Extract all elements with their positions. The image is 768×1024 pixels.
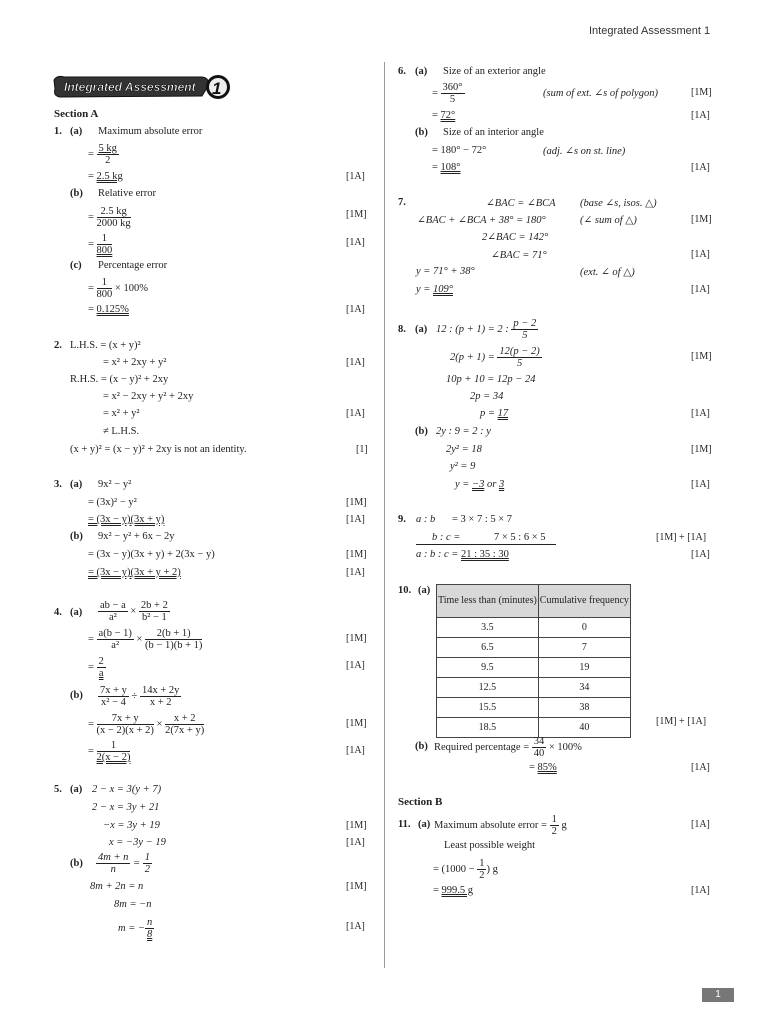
q8-line9: y = −3 or 3 <box>455 479 505 490</box>
table-cell-cumfreq: 19 <box>538 658 630 678</box>
q1b-text: Relative error <box>98 188 157 199</box>
table-cell-time: 9.5 <box>437 658 539 678</box>
q4a-mark2: [1M] <box>346 633 367 644</box>
q8-mark2: [1M] <box>691 351 712 362</box>
q4b-mark5: [1M] <box>346 718 367 729</box>
q8b-label: (b) <box>415 426 428 437</box>
q11-answer: = 999.5 g <box>433 885 474 896</box>
q1b-mark2: [1A] <box>346 237 365 248</box>
cumulative-frequency-table <box>436 584 631 738</box>
table-row <box>437 698 631 718</box>
table-header-time: Time less than (minutes) <box>437 585 539 618</box>
q5-mark6: [1M] <box>346 881 367 892</box>
q3b-label: (b) <box>70 531 83 542</box>
q7-line6: y = 109° <box>416 284 453 295</box>
q5-line8: m = − $\frac{n}{8}$ <box>118 917 153 940</box>
q7-line1: ∠BAC = ∠BCA <box>486 198 556 209</box>
q4a-label: (a) <box>70 607 83 618</box>
q11a-text: Maximum absolute error = $\frac{1}{2}$ g <box>434 814 567 837</box>
q2-mark5: [1A] <box>346 408 365 419</box>
q1a-text: Maximum absolute error <box>98 126 203 137</box>
table-cell-cumfreq: 0 <box>538 618 630 638</box>
table-cell-time: 15.5 <box>437 698 539 718</box>
q1c-mark: [1A] <box>346 304 365 315</box>
running-header: Integrated Assessment 1 <box>589 25 711 37</box>
q4a-answer: = $\frac{2}{a}$ <box>88 656 104 679</box>
table-header-cumfreq: Cumulative frequency <box>538 585 630 618</box>
q6a-mark2: [1A] <box>691 110 710 121</box>
q1a-working: = $\frac{5 kg}{2}$ <box>88 143 117 166</box>
q9-number: 9. <box>398 514 406 525</box>
svg-text:1: 1 <box>212 79 222 98</box>
page-number: 1 <box>702 988 734 1002</box>
q5-line7: 8m = −n <box>114 899 152 910</box>
q1a-mark: [1A] <box>346 171 365 182</box>
q2-mark2: [1A] <box>346 357 365 368</box>
q3-number: 3. <box>54 479 62 490</box>
q5-line4: x = −3y − 19 <box>109 837 166 848</box>
q6b-answer: = 108° <box>432 162 461 173</box>
q10b-mark: [1A] <box>691 762 710 773</box>
q8-line5: p = 17 <box>480 408 509 419</box>
q1c-answer: = 0.125% <box>88 304 129 315</box>
q7-line4: ∠BAC = 71° <box>491 250 547 261</box>
integrated-assessment-logo <box>52 74 232 100</box>
q4b-answer: = $\frac{1}{2(x - 2)}$ <box>88 740 131 763</box>
q2-number: 2. <box>54 340 62 351</box>
svg-text:Integrated Assessment: Integrated Assessment <box>64 80 196 94</box>
q8-line8: y² = 9 <box>450 461 476 472</box>
q3-line4: 9x² − y² + 6x − 2y <box>98 531 175 542</box>
q6b-text: Size of an interior angle <box>443 127 544 138</box>
q5a-label: (a) <box>70 784 83 795</box>
table-cell-cumfreq: 34 <box>538 678 630 698</box>
q4b-mark6: [1A] <box>346 745 365 756</box>
q3-mark6: [1A] <box>346 567 365 578</box>
q3-mark5: [1M] <box>346 549 367 560</box>
table-cell-time: 12.5 <box>437 678 539 698</box>
table-row <box>437 638 631 658</box>
q4a-mark3: [1A] <box>346 660 365 671</box>
q1c-working: = $\frac{1}{800}$ × 100% <box>88 277 148 300</box>
q9-mark3: [1A] <box>691 549 710 560</box>
table-row <box>437 718 631 738</box>
q9-line2-left: b : c = <box>432 532 461 543</box>
q3a-label: (a) <box>70 479 83 490</box>
q3-line6: = (3x − y)(3x + y + 2) <box>88 567 181 578</box>
section-b-heading: Section B <box>398 796 443 808</box>
q8-mark9: [1A] <box>691 479 710 490</box>
table-cell-time: 3.5 <box>437 618 539 638</box>
q10b-working: Required percentage = $\frac{34}{40}$ × 100% <box>434 736 582 759</box>
q6a-working: = $\frac{360^\circ}{5}$ <box>432 82 463 105</box>
q3-mark3: [1A] <box>346 514 365 525</box>
q1c-text: Percentage error <box>98 260 168 271</box>
q10a-mark: [1M] + [1A] <box>656 716 707 727</box>
q1a-answer: = 2.5 kg <box>88 171 123 182</box>
q8-mark5: [1A] <box>691 408 710 419</box>
q3-line1: 9x² − y² <box>98 479 132 490</box>
q2-line4: = x² − 2xy + y² + 2xy <box>103 391 194 402</box>
q4b-label: (b) <box>70 690 83 701</box>
table-cell-time: 6.5 <box>437 638 539 658</box>
q9-mark2: [1M] + [1A] <box>656 532 707 543</box>
table-cell-cumfreq: 38 <box>538 698 630 718</box>
q2-mark7: [1] <box>356 444 368 455</box>
q2-line2: = x² + 2xy + y² <box>103 357 167 368</box>
q1-number: 1. <box>54 126 62 137</box>
q2-line1: L.H.S. = (x + y)² <box>70 340 141 351</box>
q7-reason2: (∠ sum of △) <box>580 215 637 226</box>
q11-mark4: [1A] <box>691 885 710 896</box>
q5-mark3: [1M] <box>346 820 367 831</box>
table-cell-cumfreq: 40 <box>538 718 630 738</box>
q5-line6: 8m + 2n = n <box>90 881 144 892</box>
q11-line2: Least possible weight <box>444 840 535 851</box>
q2-line6: ≠ L.H.S. <box>103 426 140 437</box>
q10b-answer: = 85% <box>529 762 557 773</box>
q2-line3: R.H.S. = (x − y)² + 2xy <box>70 374 169 385</box>
q11-line3: = (1000 − $\frac{1}{2}$ ) g <box>433 858 498 881</box>
q5-line3: −x = 3y + 19 <box>103 820 160 831</box>
q6a-answer: = 72° <box>432 110 456 121</box>
q9-line1-left: a : b <box>416 514 436 525</box>
q6b-mark: [1A] <box>691 162 710 173</box>
column-divider <box>384 62 385 968</box>
q6b-label: (b) <box>415 127 428 138</box>
q8-mark7: [1M] <box>691 444 712 455</box>
q10b-label: (b) <box>415 741 428 752</box>
q2-line5: = x² + y² <box>103 408 140 419</box>
q7-number: 7. <box>398 197 406 208</box>
q9-rule <box>416 544 556 545</box>
q9-line3: a : b : c = 21 : 35 : 30 <box>416 549 509 560</box>
q7-mark2: [1M] <box>691 214 712 225</box>
q8-line2: 2(p + 1) = $\frac{12(p - 2)}{5}$ <box>450 346 540 369</box>
q7-mark4: [1A] <box>691 249 710 260</box>
q5-line2: 2 − x = 3y + 21 <box>92 802 160 813</box>
q7-reason1: (base ∠s, isos. △) <box>580 198 657 209</box>
q8-line6: 2y : 9 = 2 : y <box>436 426 491 437</box>
q3-line3: = (3x − y)(3x + y) <box>88 514 165 525</box>
q8-line3: 10p + 10 = 12p − 24 <box>446 374 536 385</box>
q3-line5: = (3x − y)(3x + y) + 2(3x − y) <box>88 549 215 560</box>
q4b-expr: $\frac{7x + y}{\text{x² − 4}}$ ÷ $\frac{14x + 2y}{x + 2}$ <box>100 685 180 708</box>
table-cell-cumfreq: 7 <box>538 638 630 658</box>
q5b-expr: $\frac{4m + n}{n}$ = $\frac{1}{2}$ <box>98 852 151 875</box>
q8-number: 8. <box>398 324 406 335</box>
q7-line3: 2∠BAC = 142° <box>482 232 549 243</box>
q9-line1-right: = 3 × 7 : 5 × 7 <box>452 514 513 525</box>
q11-number: 11. <box>398 819 411 830</box>
q10a-label: (a) <box>418 585 431 596</box>
q6a-label: (a) <box>415 66 428 77</box>
q1b-working2: = $\frac{1}{800}$ <box>88 233 113 256</box>
q8-line1: 12 : (p + 1) = 2 : $\frac{p - 2}{5}$ <box>436 318 537 341</box>
table-row <box>437 678 631 698</box>
q6-number: 6. <box>398 66 406 77</box>
q9-line2-right: 7 × 5 : 6 × 5 <box>494 532 546 543</box>
q6a-mark1: [1M] <box>691 87 712 98</box>
q3-line2: = (3x)² − y² <box>88 497 137 508</box>
q4a-expr: $\frac{ab - a}{\text{a²}}$ × $\frac{2b + 2}{\text{b² − 1}}$ <box>100 600 168 623</box>
q7-line5: y = 71° + 38° <box>416 266 475 277</box>
q1b-label: (b) <box>70 188 83 199</box>
q11a-mark1: [1A] <box>691 819 710 830</box>
q4-number: 4. <box>54 607 62 618</box>
section-a-heading: Section A <box>54 108 99 120</box>
table-body <box>437 618 631 738</box>
q8a-label: (a) <box>415 324 428 335</box>
q1a-label: (a) <box>70 126 83 137</box>
q11a-label: (a) <box>418 819 431 830</box>
table-row <box>437 658 631 678</box>
q1b-mark1: [1M] <box>346 209 367 220</box>
table-row <box>437 618 631 638</box>
q5-mark8: [1A] <box>346 921 365 932</box>
table-cell-time: 18.5 <box>437 718 539 738</box>
q5b-label: (b) <box>70 858 83 869</box>
q3-mark2: [1M] <box>346 497 367 508</box>
q10-number: 10. <box>398 585 412 596</box>
q1c-label: (c) <box>70 260 82 271</box>
q5-number: 5. <box>54 784 62 795</box>
q7-reason5: (ext. ∠ of △) <box>580 267 635 278</box>
q4a-working: = $\frac{a(b - 1)}{\text{a²}}$ × $\frac{2(b + 1)}{(b - 1)(b + 1)}$ <box>88 628 203 651</box>
q4b-working: = $\frac{7x + y}{(x - 2)(x + 2)}$ × $\frac{x + 2}{2(7x + y)}$ <box>88 713 205 736</box>
q7-mark6: [1A] <box>691 284 710 295</box>
q6a-text: Size of an exterior angle <box>443 66 546 77</box>
q6b-reason: (adj. ∠s on st. line) <box>543 146 626 157</box>
q7-line2: ∠BAC + ∠BCA + 38° = 180° <box>417 215 546 226</box>
q1b-working1: = $\frac{2.5 kg}{2000 kg}$ <box>88 206 131 229</box>
q8-line7: 2y² = 18 <box>446 444 482 455</box>
q6b-working: = 180° − 72° <box>432 145 487 156</box>
q2-line7: (x + y)² = (x − y)² + 2xy is not an identity. <box>70 444 247 455</box>
q8-line4: 2p = 34 <box>470 391 504 402</box>
q6a-reason: (sum of ext. ∠s of polygon) <box>543 88 658 99</box>
q5-mark4: [1A] <box>346 837 365 848</box>
q5-line1: 2 − x = 3(y + 7) <box>92 784 162 795</box>
